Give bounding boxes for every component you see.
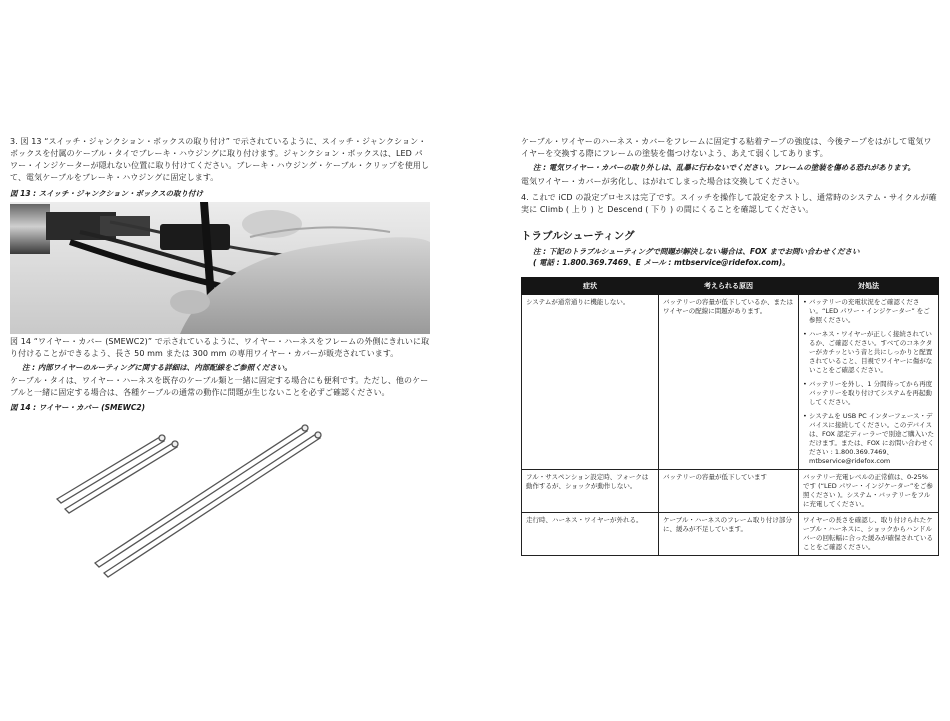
cable-tie-paragraph: ケーブル・タイは、ワイヤー・ハーネスを既存のケーブル類と一緒に固定する場合にも便利です。ただし、他のケーブルと一緒に固定する場合は、各種ケーブルの通常の動作に問題が生じないことを必ずご確認ください。 <box>10 376 429 397</box>
figure-14-wire-covers <box>10 413 430 583</box>
contact-note-line-1: 注 : 下記のトラブルシューティングで問題が解決しない場合は、FOX までお問い合わせください <box>533 247 860 256</box>
remedy-item: • システムを USB PC インターフェース・デバイスに接続してください。このデバイスは、FOX 認定ディーラーで別途ご購入いただけます。または、FOX にお問い合わせください : 1.800.369.7469、mtbservice@ridefox.com <box>803 412 934 466</box>
troubleshooting-table <box>521 277 939 556</box>
step-4-paragraph: 4. これで iCD の設定プロセスは完了です。スイッチを操作して設定をテストし、通常時のシステム・サイクルが確実に Climb ( 上り ) と Descend ( 下り ) の間にくることを確認してください。 <box>521 193 937 214</box>
remedy-item: • バッテリーを外し、1 分間待ってから再度バッテリーを取り付けてシステムを再起動してください。 <box>803 380 934 407</box>
remedy-cell <box>799 295 939 470</box>
figure-14-caption: 図 14 : ワイヤー・カバー (SMEWC2) <box>10 403 145 412</box>
figure-13-caption: 図 13 : スイッチ・ジャンクション・ボックスの取り付け <box>10 189 203 198</box>
header-cause: 考えられる原因 <box>659 278 799 295</box>
adhesive-tape-paragraph: ケーブル・ワイヤーのハーネス・カバーをフレームに固定する粘着テープの強度は、今後テープをはがして電気ワイヤーを交換する際にフレームの塗装を傷つけないよう、あえて弱くしてあります。 <box>521 137 932 158</box>
cause-cell: ケーブル・ハーネスのフレーム取り付け部分に、緩みが不足しています。 <box>659 513 799 556</box>
table-header-row <box>522 278 939 295</box>
symptom-cell: 走行時、ハーネス・ワイヤーが外れる。 <box>522 513 659 556</box>
remedy-item: • ハーネス・ワイヤーが正しく接続されているか、ご確認ください。すべてのコネクターがカチッという音と共にしっかりと配置されていること、目視でワイヤーに傷がないことをご確認ください。 <box>803 330 934 375</box>
right-column <box>521 136 939 556</box>
internal-routing-note: 注 : 内部ワイヤーのルーティングに関する詳細は、内部配線をご参照ください。 <box>22 363 292 372</box>
wire-cover-long <box>95 425 321 577</box>
step-3-paragraph: 3. 図 13 “スイッチ・ジャンクション・ボックスの取り付け” で示されているように、スイッチ・ジャンクション・ボックスを付属のケーブル・タイでブレーキ・ハウジングに取り付けます。ジャンクション・ボックスは、LED パワー・インジケーターが隠れない位置に取り付けてください。ブレーキ・ハウジング・ケーブル・クリップを使用して、電気ケーブルをブレーキ・ハウジングに固定します。 <box>10 137 430 182</box>
symptom-cell: フル・サスペンション設定時、フォークは動作するが、ショックが動作しない。 <box>522 470 659 513</box>
remedy-cell: バッテリー充電レベルの正常値は、0-25% です (“LED パワー・インジケーター”をご参照ください )。システム・バッテリーをフルに充電してください。 <box>799 470 939 513</box>
cause-cell: バッテリーの容量が低下しています <box>659 470 799 513</box>
header-remedy: 対処法 <box>799 278 939 295</box>
table-row <box>522 513 939 556</box>
cover-removal-note: 注 : 電気ワイヤー・カバーの取り外しは、乱暴に行わないでください。フレームの塗装を傷める恐れがあります。 <box>533 163 916 172</box>
remedy-item: • バッテリーの充電状況をご確認ください。“LED パワー・インジケーター” をご参照ください。 <box>803 298 934 325</box>
troubleshooting-heading: トラブルシューティング <box>521 230 635 242</box>
contact-note-line-2: ( 電話 : 1.800.369.7469、E メール : mtbservice@ridefox.com)。 <box>533 258 790 267</box>
table-row <box>522 295 939 470</box>
symptom-cell: システムが通常通りに機能しない。 <box>522 295 659 470</box>
left-column <box>10 136 430 583</box>
header-symptom: 症状 <box>522 278 659 295</box>
wire-cover-short <box>57 435 178 513</box>
table-row <box>522 470 939 513</box>
replace-cover-paragraph: 電気ワイヤー・カバーが劣化し、はがれてしまった場合は交換してください。 <box>521 177 805 186</box>
figure-13-photo <box>10 202 430 334</box>
remedy-cell: ワイヤーの長さを確認し、取り付けられたケーブル・ハーネスに、ショックからハンドルバーの回転幅に合った緩みが確保されていることをご確認ください。 <box>799 513 939 556</box>
cause-cell: バッテリーの容量が低下しているか、またはワイヤーの配線に問題があります。 <box>659 295 799 470</box>
figure-14-paragraph: 図 14 “ワイヤー・カバー (SMEWC2)” で示されているように、ワイヤー・ハーネスをフレームの外側にきれいに取り付けることができるよう、長さ 50 mm または 300 mm の専用ワイヤー・カバーが販売されています。 <box>10 337 430 358</box>
